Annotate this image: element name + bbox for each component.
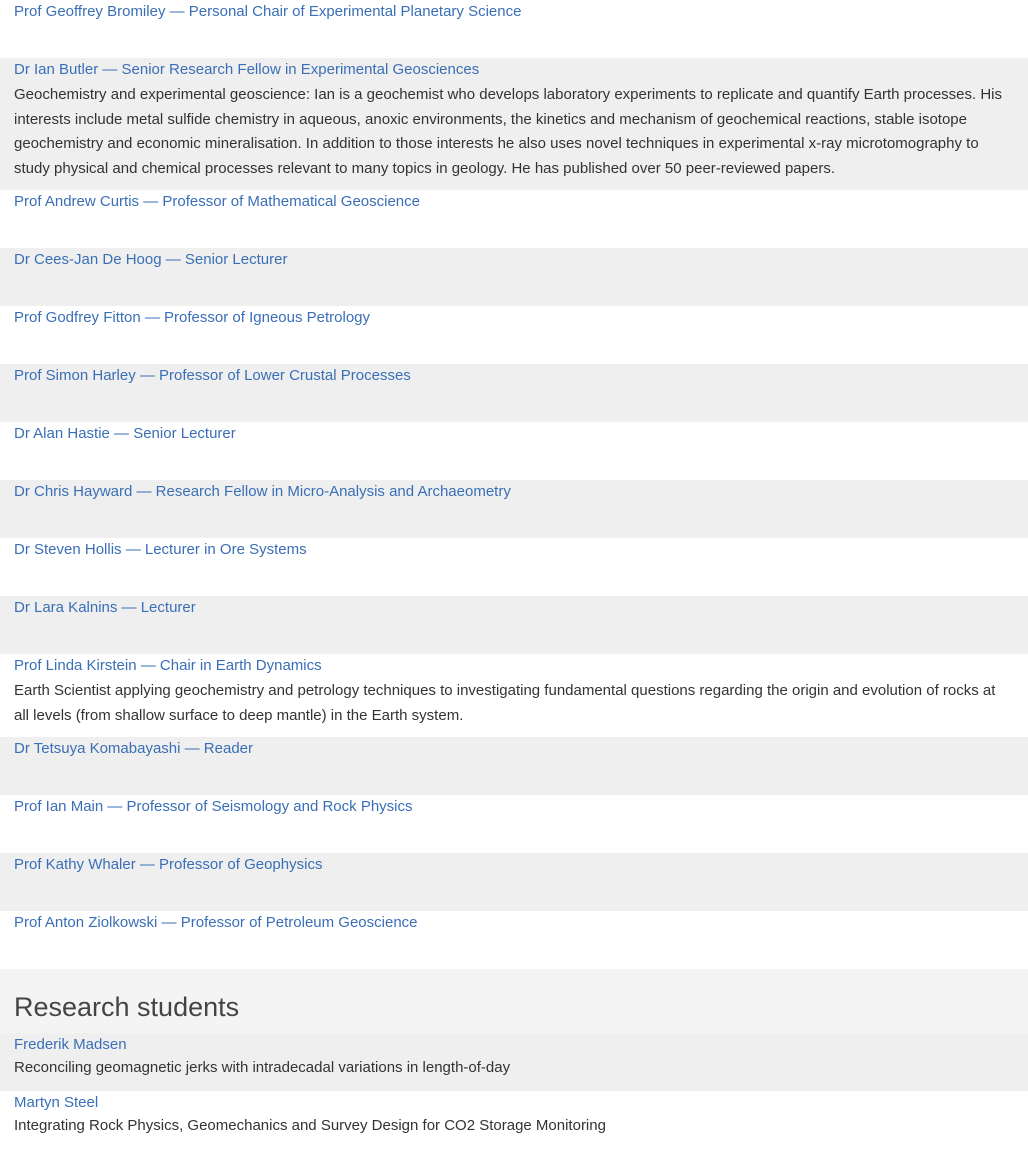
staff-link-kalnins[interactable]: Dr Lara Kalnins — Lecturer — [14, 599, 196, 616]
staff-row-harley — [0, 364, 1028, 422]
staff-row-hayward — [0, 480, 1028, 538]
staff-link-kirstein[interactable]: Prof Linda Kirstein — Chair in Earth Dynamics — [14, 657, 322, 674]
staff-link-de-hoog[interactable]: Dr Cees-Jan De Hoog — Senior Lecturer — [14, 251, 288, 268]
staff-description-kirstein: Earth Scientist applying geochemistry and petrology techniques to investigating fundamental questions regarding the origin and evolution of rocks at all levels (from shallow surface to deep mantle) in the Earth system. — [14, 682, 996, 724]
staff-link-ziolkowski[interactable]: Prof Anton Ziolkowski — Professor of Petroleum Geoscience — [14, 914, 418, 931]
student-row-steel — [0, 1091, 1028, 1149]
student-row-madsen — [0, 1033, 1028, 1091]
staff-row-bromiley — [0, 0, 1028, 58]
staff-link-bromiley[interactable]: Prof Geoffrey Bromiley — Personal Chair of Experimental Planetary Science — [14, 3, 522, 20]
staff-row-hastie — [0, 422, 1028, 480]
staff-row-ziolkowski — [0, 911, 1028, 969]
staff-row-komabayashi — [0, 737, 1028, 795]
staff-link-komabayashi[interactable]: Dr Tetsuya Komabayashi — Reader — [14, 740, 254, 757]
staff-row-kalnins — [0, 596, 1028, 654]
staff-link-curtis[interactable]: Prof Andrew Curtis — Professor of Mathematical Geoscience — [14, 193, 420, 210]
research-students-heading: Research students — [0, 969, 1028, 1033]
staff-link-hollis[interactable]: Dr Steven Hollis — Lecturer in Ore Systems — [14, 541, 307, 558]
staff-link-hayward[interactable]: Dr Chris Hayward — Research Fellow in Micro-Analysis and Archaeometry — [14, 483, 511, 500]
staff-row-main — [0, 795, 1028, 853]
staff-link-harley[interactable]: Prof Simon Harley — Professor of Lower Crustal Processes — [14, 367, 411, 384]
student-link-steel[interactable]: Martyn Steel — [14, 1094, 99, 1111]
staff-link-hastie[interactable]: Dr Alan Hastie — Senior Lecturer — [14, 425, 236, 442]
staff-link-fitton[interactable]: Prof Godfrey Fitton — Professor of Igneous Petrology — [14, 309, 371, 326]
student-thesis-madsen: Reconciling geomagnetic jerks with intradecadal variations in length-of-day — [14, 1059, 511, 1076]
staff-link-main[interactable]: Prof Ian Main — Professor of Seismology and Rock Physics — [14, 798, 413, 815]
staff-row-butler — [0, 58, 1028, 190]
staff-row-whaler — [0, 853, 1028, 911]
staff-link-butler[interactable]: Dr Ian Butler — Senior Research Fellow in Experimental Geosciences — [14, 61, 480, 78]
staff-row-fitton — [0, 306, 1028, 364]
staff-row-kirstein — [0, 654, 1028, 737]
staff-row-de-hoog — [0, 248, 1028, 306]
staff-link-whaler[interactable]: Prof Kathy Whaler — Professor of Geophysics — [14, 856, 323, 873]
staff-description-butler: Geochemistry and experimental geoscience: Ian is a geochemist who develops laboratory experiments to replicate and quantify Earth processes. His interests include metal sulfide chemistry in aqueous, anoxic environments, the kinetics and mechanism of geochemical reactions, stable isotope geochemistry and economic mineralisation. In addition to those interests he also uses novel techniques in experimental x-ray microtomography to study physical and chemical processes relevant to many topics in geology. He has published over 50 peer-reviewed papers. — [14, 86, 1003, 177]
staff-row-curtis — [0, 190, 1028, 248]
student-link-madsen[interactable]: Frederik Madsen — [14, 1036, 127, 1053]
student-thesis-steel: Integrating Rock Physics, Geomechanics and Survey Design for CO2 Storage Monitoring — [14, 1117, 606, 1134]
staff-row-hollis — [0, 538, 1028, 596]
